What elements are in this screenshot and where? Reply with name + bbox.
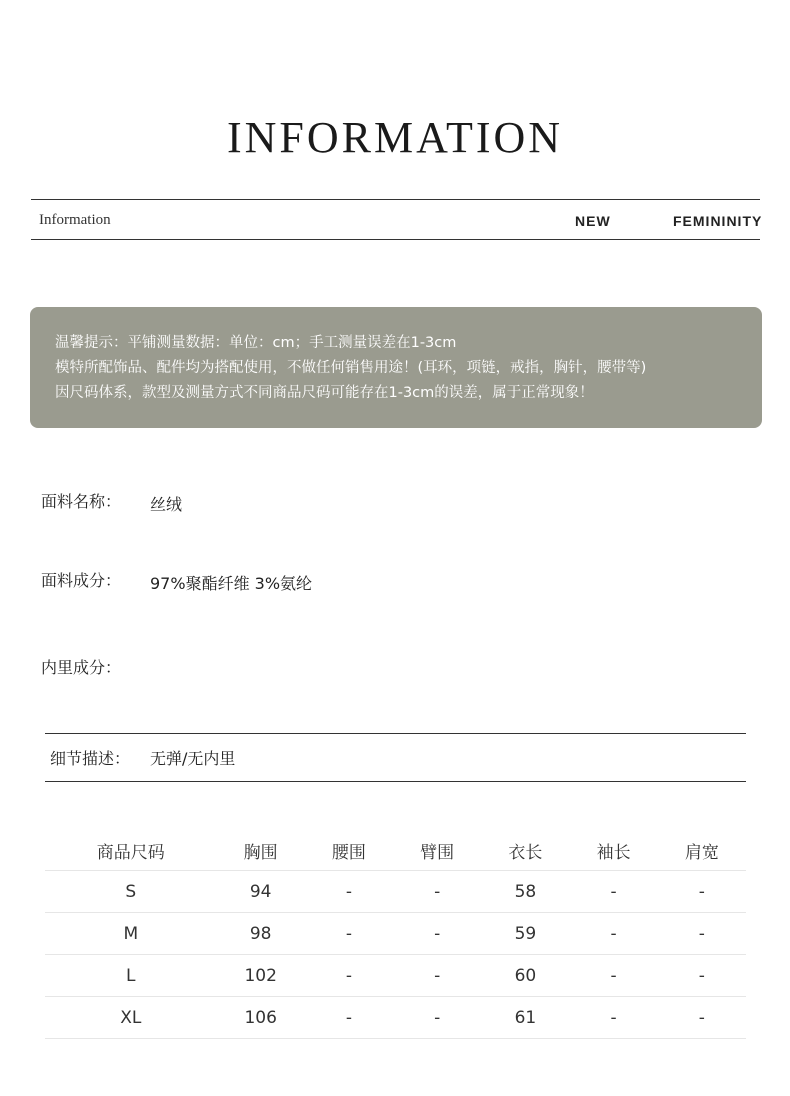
notice-box [30,307,762,428]
detail-top-divider [45,733,746,734]
header-femininity-label: FEMININITY [673,213,763,229]
table-cell: - [570,955,658,997]
header-size: 商品尺码 [45,830,217,871]
table-cell: - [658,871,746,913]
table-row [45,871,746,913]
table-cell: 98 [217,913,305,955]
fabric-composition-value: 97%聚酯纤维 3%氨纶 [150,574,313,593]
header-length: 衣长 [481,830,569,871]
table-cell: - [658,997,746,1039]
header-arm: 臂围 [393,830,481,871]
table-cell: - [305,871,393,913]
page-title: INFORMATION [226,113,564,162]
table-cell: 60 [481,955,569,997]
table-cell: - [305,913,393,955]
table-cell: M [45,913,217,955]
table-cell: - [393,913,481,955]
table-cell: - [393,955,481,997]
size-table [45,830,746,1039]
table-cell: XL [45,997,217,1039]
detail-description-value: 无弹/无内里 [150,749,236,768]
table-cell: L [45,955,217,997]
fabric-name-value: 丝绒 [150,495,183,514]
table-row [45,913,746,955]
header-top-divider [31,199,760,200]
table-cell: 94 [217,871,305,913]
notice-line: 模特所配饰品、配件均为搭配使用，不做任何销售用途！(耳环，项链，戒指，胸针，腰带等) [55,360,647,376]
table-cell: 58 [481,871,569,913]
header-bottom-divider [31,239,760,240]
table-cell: - [393,997,481,1039]
header-shoulder: 肩宽 [658,830,746,871]
header-sleeve: 袖长 [570,830,658,871]
table-row [45,997,746,1039]
table-cell: S [45,871,217,913]
table-cell: 61 [481,997,569,1039]
lining-composition-label: 内里成分： [41,658,122,677]
fabric-composition-label: 面料成分： [41,571,122,590]
header-waist: 腰围 [305,830,393,871]
table-cell: - [570,913,658,955]
detail-description-label: 细节描述： [50,749,131,768]
header-bust: 胸围 [217,830,305,871]
table-cell: - [658,955,746,997]
size-table-header-row [45,830,746,871]
table-cell: - [305,997,393,1039]
table-cell: - [658,913,746,955]
table-cell: - [570,997,658,1039]
table-cell: - [305,955,393,997]
notice-line: 温馨提示：平铺测量数据：单位：cm；手工测量误差在1-3cm [55,335,457,351]
header-information-label: Information [39,212,111,228]
header-new-label: NEW [575,213,611,229]
fabric-name-label: 面料名称： [41,492,122,511]
table-cell: - [393,871,481,913]
table-cell: 102 [217,955,305,997]
table-cell: 59 [481,913,569,955]
detail-bottom-divider [45,781,746,782]
table-row [45,955,746,997]
table-cell: 106 [217,997,305,1039]
table-cell: - [570,871,658,913]
notice-line: 因尺码体系，款型及测量方式不同商品尺码可能存在1-3cm的误差，属于正常现象！ [55,385,594,401]
